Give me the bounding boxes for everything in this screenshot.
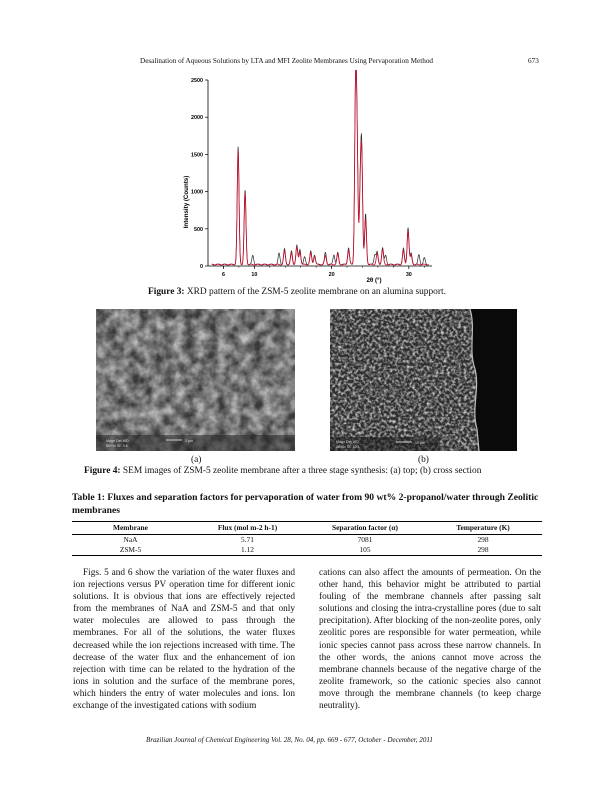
x-axis	[208, 266, 432, 278]
svg-text:Magn Det WD: Magn Det WD	[106, 439, 129, 443]
x-tick-label: 20	[328, 272, 335, 278]
series-line-1	[212, 70, 429, 265]
table1	[72, 521, 542, 556]
table-header-cell: Separation factor (α)	[306, 522, 424, 535]
y-axis	[191, 78, 208, 270]
figure3-caption	[148, 287, 446, 297]
series-line-2	[212, 70, 429, 265]
body-text-right-column: cations can also affect the amounts of permeation. On the other hand, this behavior might be attributed to partial fouling of the membrane channels after passing salt solutions and closing the intra-crystalline pores (due to salt precipitation). After blocking of the non-zeolite pores, only zeolitic pores are responsible for water permeation, while ionic species cannot pass across these narrow channels. In the other words, the anions cannot move across the membrane channels because of the negative charge of the zeolite framework, so the cationic species also cannot move through the membrane channels (to keep charge neutrality).	[319, 568, 541, 712]
figure3-label: Figure 3:	[148, 287, 185, 297]
xrd-chart	[170, 70, 440, 285]
table-cell: NaA	[123, 535, 138, 544]
y-tick-label: 1000	[191, 189, 203, 196]
figure4-text: SEM images of ZSM-5 zeolite membrane after a three stage synthesis: (a) top; (b) cross section	[120, 466, 482, 476]
figure4-caption	[84, 466, 481, 476]
x-tick-label: 10	[251, 272, 258, 278]
table-cell: 105	[306, 545, 424, 556]
table-header-cell: Flux (mol m-2 h-1)	[189, 522, 306, 535]
x-axis-label: 2θ (°)	[366, 277, 382, 284]
svg-text:2 µm: 2 µm	[185, 439, 194, 443]
table-row	[72, 534, 542, 545]
y-tick-label: 1500	[191, 152, 203, 159]
body-text-left-column: Figs. 5 and 6 show the variation of the water fluxes and ion rejections versus PV operation time for different ionic solutions. It is obvious that ions are effectively rejected from the membranes of NaA and ZSM-5 and that only water molecules are allowed to pass through the membranes. For all of the solutions, the water fluxes decreased while the ion rejections increased with time. The decrease of the water flux and the enhancement of ion rejection with time can be related to the hydration of the ions in solution and the surface of the membrane pores, which hinders the entry of water molecules and ions. Ion exchange of the investigated cations with sodium	[73, 568, 295, 712]
y-axis-label: Intensity (Counts)	[183, 175, 190, 229]
svg-text:5000x SE 9.6: 5000x SE 9.6	[106, 444, 128, 448]
journal-footer: Brazilian Journal of Chemical Engineering Vol. 28, No. 04, pp. 669 - 677, October - December, 2011	[146, 736, 433, 744]
y-tick-label: 500	[194, 226, 203, 233]
xrd-chart-svg	[170, 70, 440, 285]
table-cell: 298	[477, 535, 489, 544]
running-title: Desalination of Aqueous Solutions by LTA and MFI Zeolite Membranes Using Pervaporation Method	[140, 57, 434, 65]
figure4-sublabel-a: (a)	[191, 455, 202, 465]
figure3-text: XRD pattern of the ZSM-5 zeolite membrane on an alumina support.	[184, 287, 446, 297]
figure4-label: Figure 4:	[84, 466, 121, 476]
y-tick-label: 2000	[191, 115, 203, 122]
x-tick-label: 30	[405, 272, 412, 278]
table-cell: ZSM-5	[72, 545, 189, 556]
svg-text:2000x SE 10.1: 2000x SE 10.1	[336, 445, 360, 449]
svg-text:Magn Det WD: Magn Det WD	[336, 440, 359, 444]
table-header-cell: Membrane	[72, 522, 189, 535]
table-header-row	[72, 522, 542, 535]
svg-text:10 µm: 10 µm	[415, 441, 426, 445]
x-tick-label: 6	[221, 272, 225, 278]
page-number: 673	[528, 57, 539, 65]
table-header-cell: Temperature (K)	[424, 522, 542, 535]
table-cell: 1.12	[189, 545, 306, 556]
sem-image-top	[96, 309, 295, 451]
sem-image-cross-section	[330, 309, 517, 451]
table-row	[72, 545, 542, 556]
table-cell: 5.71	[241, 535, 254, 544]
table-cell: 7081	[357, 535, 373, 544]
table-cell: 298	[424, 545, 542, 556]
series-group	[212, 70, 429, 265]
table1-title: Table 1: Fluxes and separation factors for pervaporation of water from 90 wt% 2-propanol/water through Zeolitic membranes	[72, 492, 539, 516]
figure4-sublabel-b: (b)	[418, 455, 429, 465]
y-tick-label: 0	[200, 264, 203, 270]
y-tick-label: 2500	[191, 78, 203, 84]
